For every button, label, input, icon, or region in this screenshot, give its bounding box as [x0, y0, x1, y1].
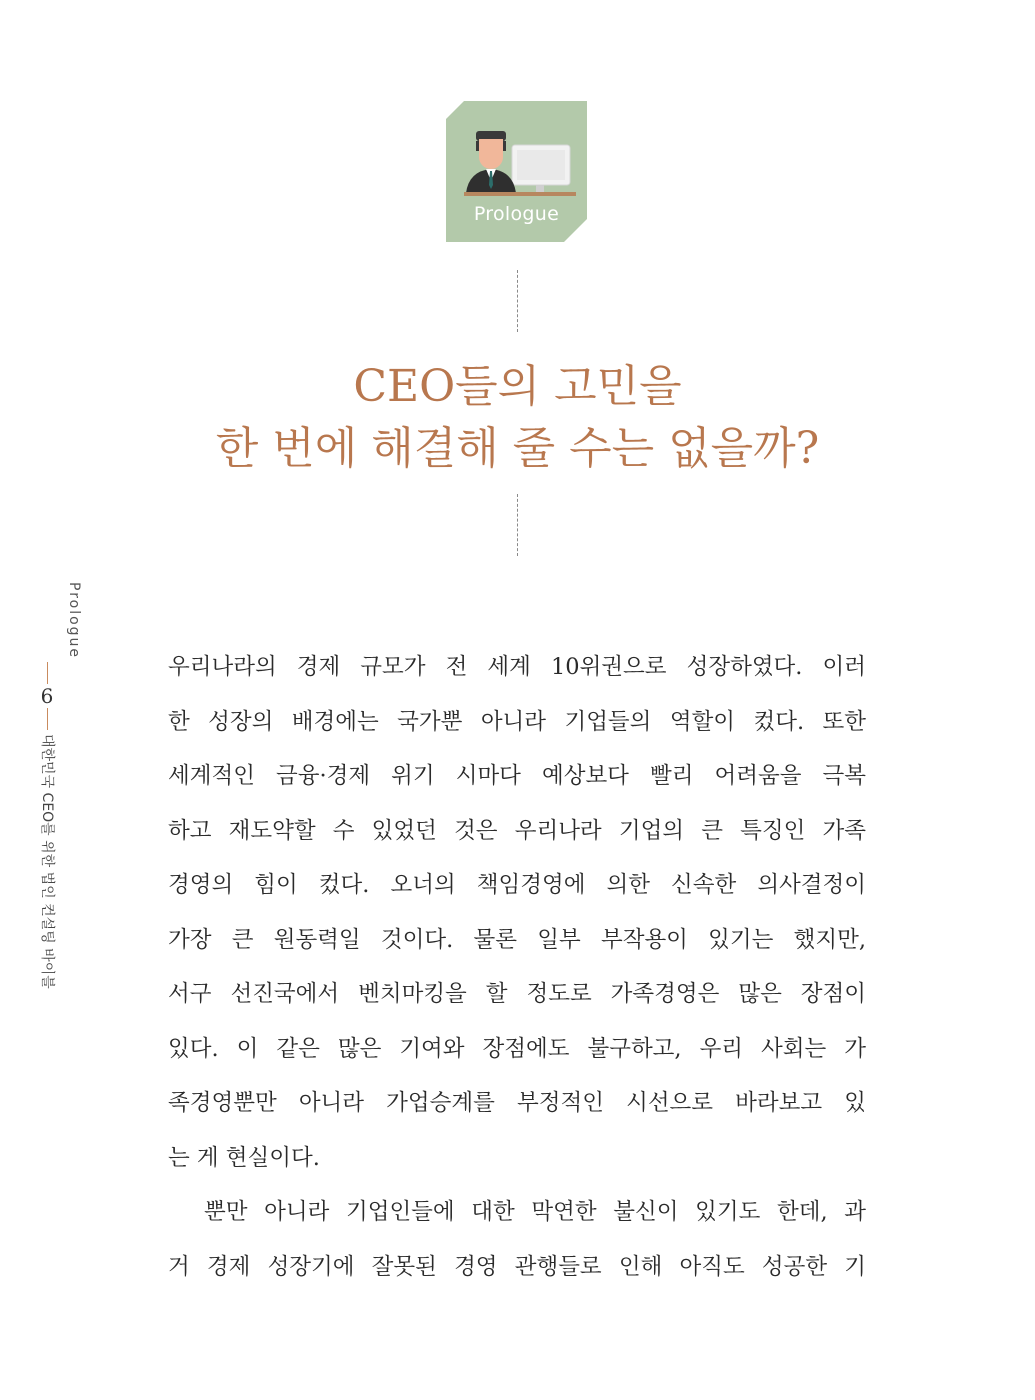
page-title: [0, 356, 1035, 480]
side-section-label: Prologue: [66, 582, 82, 660]
dashed-divider-top: [517, 270, 518, 332]
body-line: 세계적인 금융·경제 위기 시마다 예상보다 빨리 어려움을 극복: [168, 763, 866, 789]
side-running-header: [30, 582, 82, 1042]
body-line: 경영의 힘이 컸다. 오너의 책임경영에 의한 신속한 의사결정이: [168, 872, 866, 898]
title-line-1: CEO들의 고민을: [353, 361, 682, 412]
body-line: 족경영뿐만 아니라 가업승계를 부정적인 시선으로 바라보고 있: [168, 1090, 866, 1116]
body-line: 서구 선진국에서 벤치마킹을 할 정도로 가족경영은 많은 장점이: [168, 981, 866, 1007]
badge-label: Prologue: [473, 203, 560, 225]
dashed-divider-bottom: [517, 494, 518, 556]
body-line: 있다. 이 같은 많은 기여와 장점에도 불구하고, 우리 사회는 가: [168, 1035, 866, 1062]
title-line-2: 한 번에 해결해 줄 수는 없을까?: [215, 423, 820, 474]
page-number: 6: [40, 684, 54, 708]
body-line: 거 경제 성장기에 잘못된 경영 관행들로 인해 아직도 성공한 기: [168, 1253, 866, 1280]
body-line: 한 성장의 배경에는 국가뿐 아니라 기업들의 역할이 컸다. 또한: [168, 708, 866, 735]
body-text: [168, 640, 866, 1294]
side-book-title: 대한민국 CEO를 위한 법인 컨설팅 바이블: [39, 734, 55, 989]
body-line: 는 게 현실이다.: [168, 1144, 320, 1171]
side-divider: [47, 662, 48, 684]
body-line: 우리나라의 경제 규모가 전 세계 10위권으로 성장하였다. 이러: [168, 654, 866, 680]
prologue-badge: [446, 101, 587, 242]
side-divider: [47, 708, 48, 730]
body-line: 가장 큰 원동력일 것이다. 물론 일부 부작용이 있기는 했지만,: [168, 926, 866, 953]
body-line: 뿐만 아니라 기업인들에 대한 막연한 불신이 있기도 한데, 과: [204, 1199, 866, 1225]
body-line: 하고 재도약할 수 있었던 것은 우리나라 기업의 큰 특징인 가족: [168, 817, 866, 844]
